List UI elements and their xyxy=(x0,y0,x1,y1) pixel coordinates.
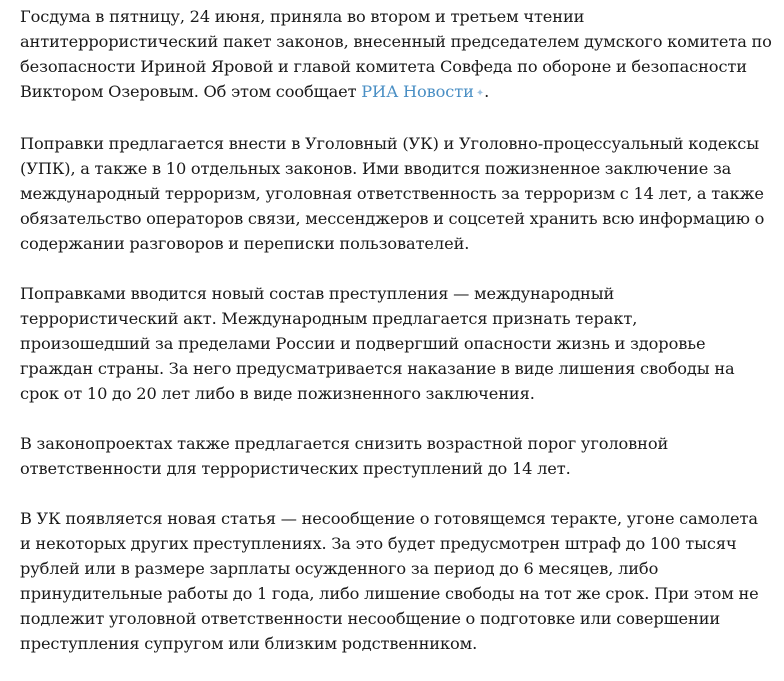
paragraph-1 xyxy=(20,4,772,106)
paragraph-5: В УК появляется новая статья — несообщение о готовящемся теракте, угоне самолета и некоторых других преступлениях. За это будет предусмотрен штраф до 100 тысяч рублей или в размере зарплаты осужденного за период до 6 месяцев, либо принудительные работы до 1 года, либо лишение свободы на тот же срок. При этом не подлежит уголовной ответственности несообщение о подготовке или совершении преступления супругом или близким родственником. xyxy=(20,509,759,653)
paragraph-1-text: Госдума в пятницу, 24 июня, приняла во втором и третьем чтении антитеррористический пакет законов, внесенный председателем думского комитета по безопасности Ириной Яровой и главой комитета Совфеда по обороне и безопасности Виктором Озеровым. Об этом сообщает xyxy=(20,7,772,101)
paragraph-2: Поправки предлагается внести в Уголовный (УК) и Уголовно-процессуальный кодексы (УПК), а также в 10 отдельных законов. Ими вводится пожизненное заключение за международный терроризм, уголовная ответственность за терроризм с 14 лет, а также обязательство операторов связи, мессенджеров и соцсетей хранить всю информацию о содержании разговоров и переписки пользователей. xyxy=(20,134,765,253)
paragraph-1-end: . xyxy=(484,82,490,101)
ria-novosti-link-text: РИА Новости xyxy=(361,82,474,101)
article-body xyxy=(20,4,772,681)
paragraph-3: Поправками вводится новый состав преступления — международный террористический акт. Международным предлагается признать теракт, произошедший за пределами России и подвергший опасности жизнь и здоровье граждан страны. За него предусматривается наказание в виде лишения свободы на срок от 10 до 20 лет либо в виде пожизненного заключения. xyxy=(20,284,735,403)
ria-novosti-link[interactable] xyxy=(361,82,484,101)
external-link-icon: ✦ xyxy=(475,88,485,99)
paragraph-4: В законопроектах также предлагается снизить возрастной порог уголовной ответственности для террористических преступлений до 14 лет. xyxy=(20,434,669,478)
